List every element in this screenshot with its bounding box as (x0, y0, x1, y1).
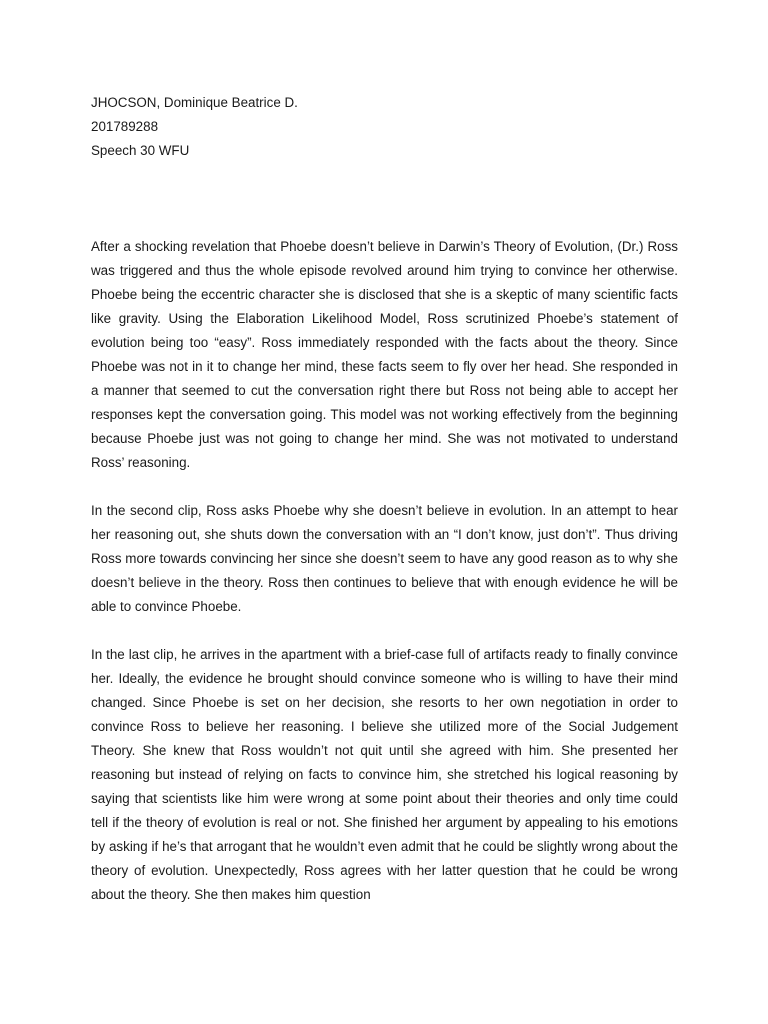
student-number: 201789288 (91, 119, 159, 134)
paragraph-3: In the last clip, he arrives in the apartment with a brief-case full of artifacts ready to finally convince her. Ideally, the evidence he brought should convince someone who is willing to have their mind changed. Since Phoebe is set on her decision, she resorts to her own negotiation in order to convince Ross to believe her reasoning. I believe she utilized more of the Social Judgement Theory. She knew that Ross wouldn’t not quit until she agreed with him. She presented her reasoning but instead of relying on facts to convince him, she stretched his logical reasoning by saying that scientists like him were wrong at some point about their theories and only time could tell if the theory of evolution is real or not. She finished her argument by appealing to his emotions by asking if he’s that arrogant that he wouldn’t even admit that he could be slightly wrong about the theory of evolution. Unexpectedly, Ross agrees with her latter question that he could be wrong about the theory. She then makes him question (91, 647, 678, 902)
document-header (91, 91, 298, 163)
essay-body (91, 235, 678, 931)
author-name: JHOCSON, Dominique Beatrice D. (91, 95, 298, 110)
paragraph-2: In the second clip, Ross asks Phoebe why she doesn’t believe in evolution. In an attempt to hear her reasoning out, she shuts down the conversation with an “I don’t know, just don’t”. Thus driving Ross more towards convincing her since she doesn’t seem to have any good reason as to why she doesn’t believe in the theory. Ross then continues to believe that with enough evidence he will be able to convince Phoebe. (91, 503, 678, 614)
course-code: Speech 30 WFU (91, 143, 190, 158)
paragraph-1: After a shocking revelation that Phoebe doesn’t believe in Darwin’s Theory of Evolution, (Dr.) Ross was triggered and thus the whole episode revolved around him trying to convince her otherwise. Phoebe being the eccentric character she is disclosed that she is a skeptic of many scientific facts like gravity. Using the Elaboration Likelihood Model, Ross scrutinized Phoebe’s statement of evolution being too “easy”. Ross immediately responded with the facts about the theory. Since Phoebe was not in it to change her mind, these facts seem to fly over her head. She responded in a manner that seemed to cut the conversation right there but Ross not being able to accept her responses kept the conversation going. This model was not working effectively from the beginning because Phoebe just was not going to change her mind. She was not motivated to understand Ross’ reasoning. (91, 239, 678, 470)
